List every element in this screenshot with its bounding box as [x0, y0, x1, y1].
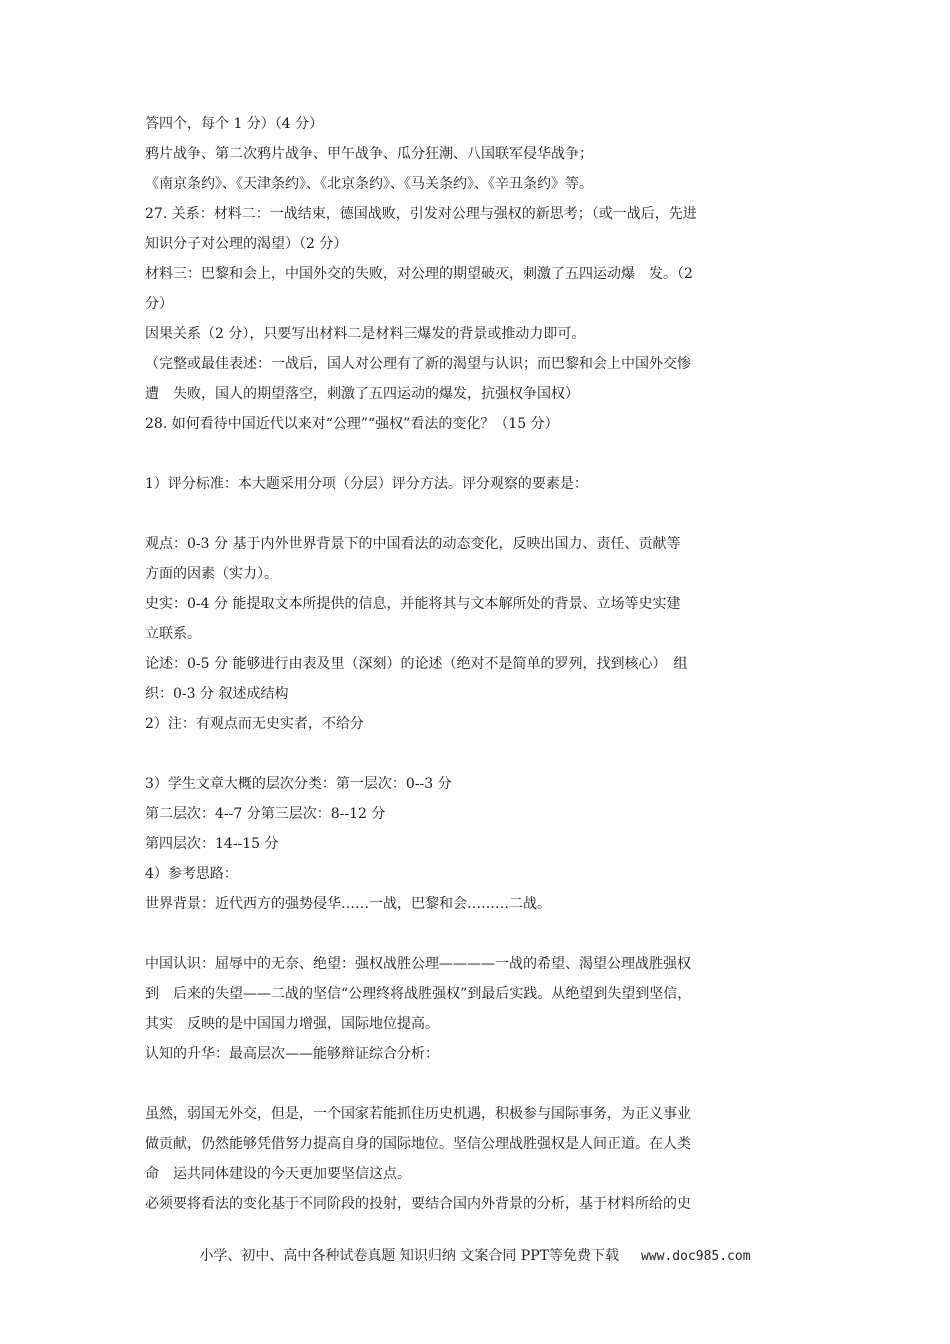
text-line: 《南京条约》、《天津条约》、《北京条约》、《马关条约》、《辛丑条约》等。	[145, 176, 593, 192]
blank-line	[145, 504, 810, 524]
text-line: 中国认识：屈辱中的无奈、绝望：强权战胜公理————一战的希望、渴望公理战胜强权	[145, 956, 691, 972]
document-body	[145, 114, 810, 1224]
text-line: 论述：0-5 分 能够进行由表及里（深刻）的论述（绝对不是简单的罗列，找到核心） 组	[145, 656, 688, 672]
text-line: 到 后来的失望——二战的坚信“公理终将战胜强权”到最后实践。从绝望到失望到坚信，	[145, 986, 692, 1002]
text-line: 织：0-3 分 叙述成结构	[145, 686, 289, 702]
text-line: 命 运共同体建设的今天更加要坚信这点。	[145, 1166, 411, 1182]
blank-line	[145, 444, 810, 464]
text-line: 2）注：有观点而无史实者，不给分	[145, 716, 364, 732]
text-line: （完整或最佳表述：一战后，国人对公理有了新的渴望与认识；而巴黎和会上中国外交惨	[145, 356, 691, 372]
text-line: 28. 如何看待中国近代以来对“公理”“强权”看法的变化？（15 分）	[145, 416, 559, 432]
text-line: 认知的升华：最高层次——能够辩证综合分析：	[145, 1046, 439, 1062]
text-line: 做贡献，仍然能够凭借努力提高自身的国际地位。坚信公理战胜强权是人间正道。在人类	[145, 1136, 691, 1152]
text-line: 第二层次：4--7 分第三层次：8--12 分	[145, 806, 386, 822]
text-line: 立联系。	[145, 626, 201, 642]
text-line: 史实：0-4 分 能提取文本所提供的信息，并能将其与文本解所处的背景、立场等史实建	[145, 596, 681, 612]
page-footer	[0, 1246, 950, 1267]
text-line: 鸦片战争、第二次鸦片战争、甲午战争、瓜分狂潮、八国联军侵华战争；	[145, 146, 593, 162]
text-line: 分）	[145, 296, 173, 312]
text-line: 答四个，每个 1 分）（4 分）	[145, 116, 324, 132]
text-line: 第四层次：14--15 分	[145, 836, 279, 852]
text-line: 因果关系（2 分），只要写出材料二是材料三爆发的背景或推动力即可。	[145, 326, 586, 342]
text-line: 必须要将看法的变化基于不同阶段的投射，要结合国内外背景的分析，基于材料所给的史	[145, 1196, 691, 1212]
footer-text: 小学、初中、高中各种试卷真题 知识归纳 文案合同 PPT等免费下载	[199, 1248, 619, 1264]
text-line: 观点：0-3 分 基于内外世界背景下的中国看法的动态变化，反映出国力、责任、贡献等	[145, 536, 681, 552]
text-line: 虽然，弱国无外交，但是，一个国家若能抓住历史机遇，积极参与国际事务，为正义事业	[145, 1106, 691, 1122]
text-line: 3）学生文章大概的层次分类：第一层次：0--3 分	[145, 776, 452, 792]
blank-line	[145, 924, 810, 944]
blank-line	[145, 744, 810, 764]
blank-line	[145, 1074, 810, 1094]
text-line: 1）评分标准：本大题采用分项（分层）评分方法。评分观察的要素是：	[145, 476, 588, 492]
text-line: 27. 关系：材料二：一战结束，德国战败，引发对公理与强权的新思考；（或一战后，先进	[145, 206, 697, 222]
text-line: 方面的因素（实力）。	[145, 566, 278, 582]
text-line: 其实 反映的是中国国力增强，国际地位提高。	[145, 1016, 439, 1032]
text-line: 知识分子对公理的渴望）（2 分）	[145, 236, 348, 252]
text-line: 4）参考思路：	[145, 866, 238, 882]
footer-site-link[interactable]: www.doc985.com	[640, 1249, 751, 1264]
text-line: 材料三：巴黎和会上，中国外交的失败，对公理的期望破灭，刺激了五四运动爆 发。（2	[145, 266, 693, 282]
text-line: 世界背景：近代西方的强势侵华……一战，巴黎和会………二战。	[145, 896, 551, 912]
text-line: 遭 失败，国人的期望落空，刺激了五四运动的爆发，抗强权争国权）	[145, 386, 579, 402]
